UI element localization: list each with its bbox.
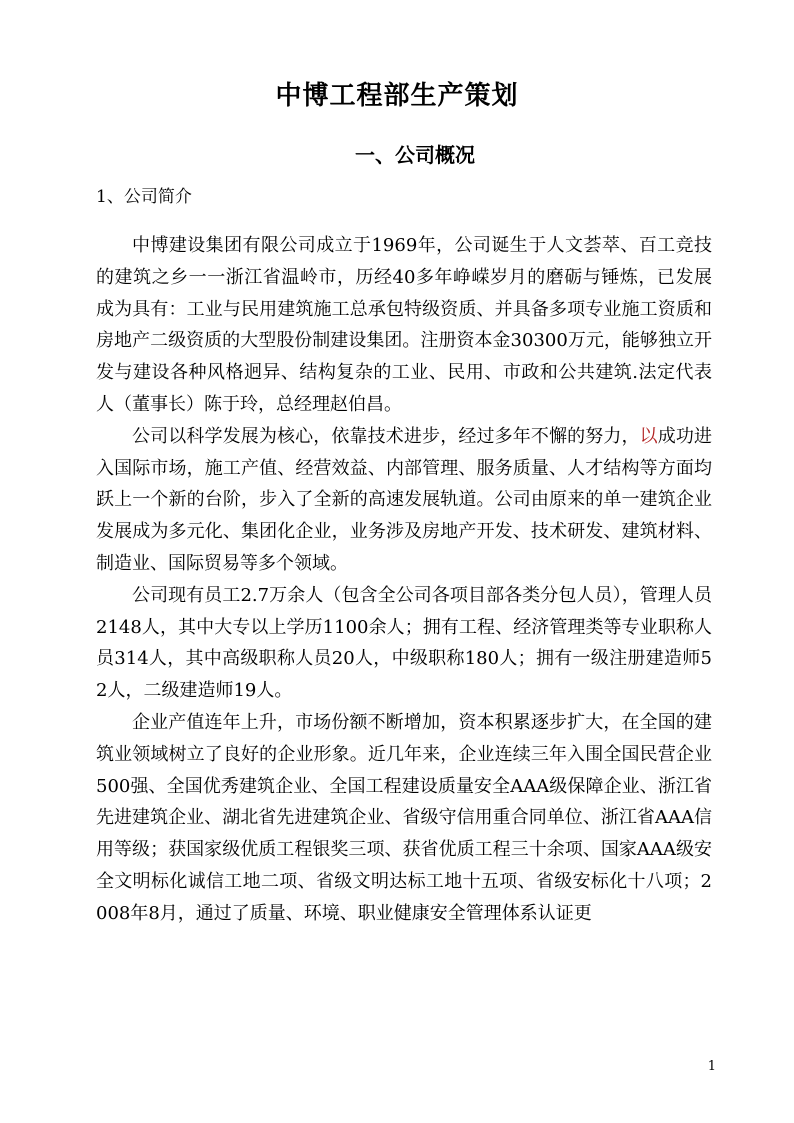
document-title: 中博工程部生产策划 [275,81,519,111]
paragraph-development-text-b: 成功进入国际市场，施工产值、经营效益、内部管理、服务质量、人才结构等方面均跃上一个新的台阶，步入了全新的高速发展轨道。公司由原来的单一建筑企业发展成为多元化、集团化企业，业务涉及房地产开发、技术研发、建筑材料、制造业、国际贸易等多个领域。 [96,425,713,574]
section-heading: 一、公司概况 [355,143,475,167]
paragraph-honors: 企业产值连年上升，市场份额不断增加，资本积累逐步扩大，在全国的建筑业领域树立了良好的企业形象。近几年来，企业连续三年入围全国民营企业500强、全国优秀建筑企业、全国工程建设质量安全AAA级保障企业、浙江省先进建筑企业、湖北省先进建筑企业、省级守信用重合同单位、浙江省AAA信用等级；获国家级优质工程银奖三项、获省优质工程三十余项、国家AAA级安全文明标化诚信工地二项、省级文明达标工地十五项、省级安标化十八项；2008年8月，通过了质量、环境、职业健康安全管理体系认证更 [96,711,712,924]
paragraph-development [96,421,712,580]
paragraph-company-founding: 中博建设集团有限公司成立于1969年，公司诞生于人文荟萃、百工竞技的建筑之乡一一浙江省温岭市，历经40多年峥嵘岁月的磨砺与锤炼，已发展成为具有：工业与民用建筑施工总承包特级资质、并具备多项专业施工资质和房地产二级资质的大型股份制建设集团。注册资本金30300万元，能够独立开发与建设各种风格迥异、结构复杂的工业、民用、市政和公共建筑.法定代表人（董事长）陈于玲，总经理赵伯昌。 [96,235,712,415]
document-body [96,230,712,930]
paragraph-staff: 公司现有员工2.7万余人（包含全公司各项目部各类分包人员），管理人员2148人，其中大专以上学历1100余人；拥有工程、经济管理类等专业职称人员314人，其中高级职称人员20人，中级职称180人；拥有一级注册建造师52人，二级建造师19人。 [96,584,712,702]
sub-heading: 1、公司简介 [96,187,192,207]
paragraph-development-text-a: 公司以科学发展为核心，依靠技术进步，经过多年不懈的努力， [132,425,640,447]
page-number: 1 [707,1059,716,1074]
paragraph-development-accent: 以 [639,425,658,447]
